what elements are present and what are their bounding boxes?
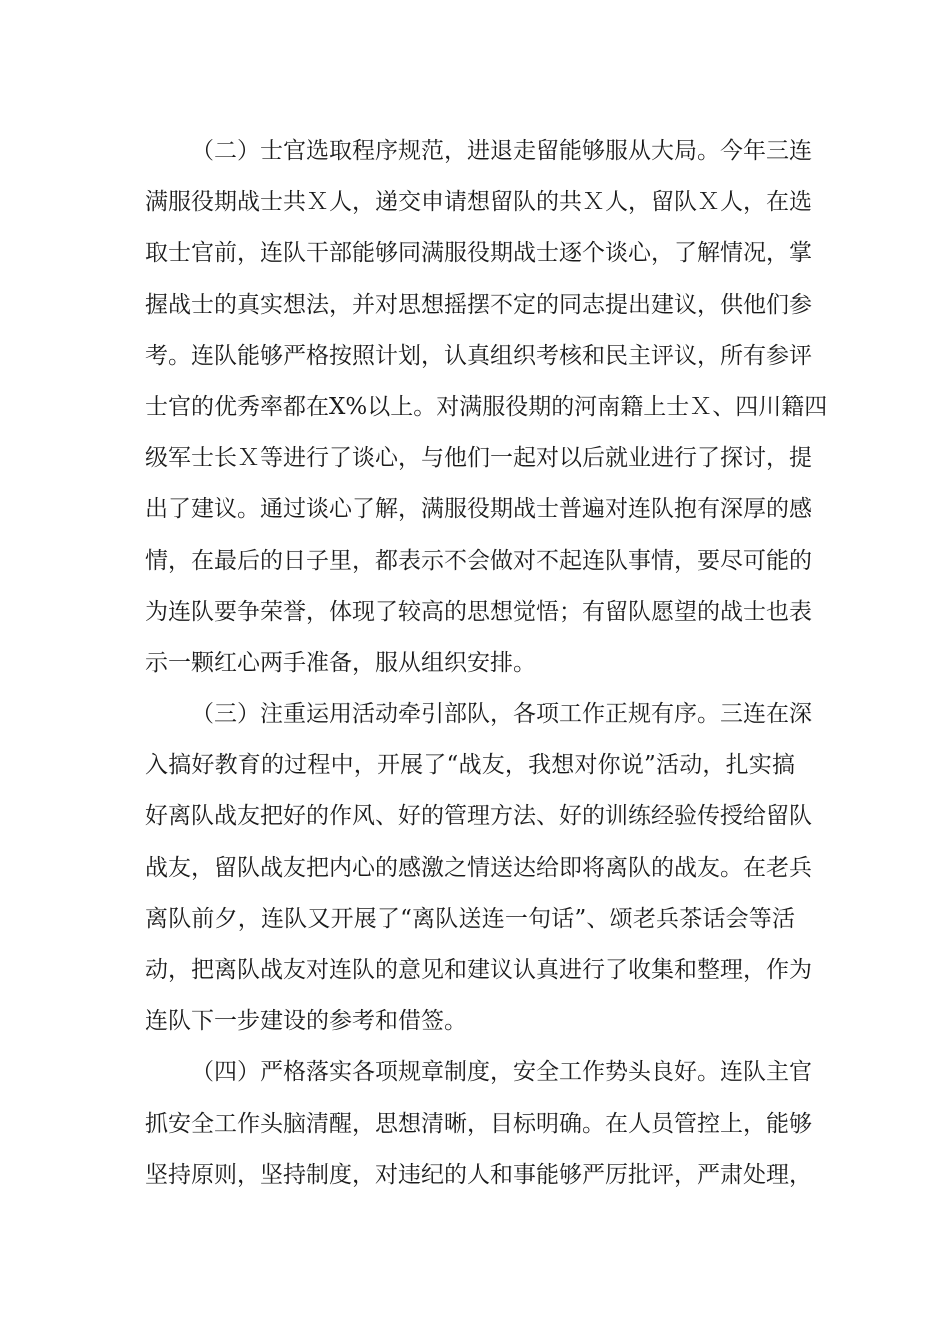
- paragraph-3: [145, 689, 812, 1047]
- paragraph-line: 战友，留队战友把内心的感激之情送达给即将离队的战友。在老兵: [145, 854, 812, 881]
- paragraph-line: 出了建议。通过谈心了解，满服役期战士普遍对连队抱有深厚的感: [145, 496, 812, 523]
- paragraph-line: （三）注重运用活动牵引部队，各项工作正规有序。三连在深: [191, 701, 812, 728]
- paragraph-line: 情，在最后的日子里，都表示不会做对不起连队事情，要尽可能的: [145, 547, 812, 574]
- paragraph-line: 士官的优秀率都在X%以上。对满服役期的河南籍上士Ｘ、四川籍四: [145, 393, 828, 420]
- paragraph-4: [145, 1047, 812, 1201]
- paragraph-line: 好离队战友把好的作风、好的管理方法、好的训练经验传授给留队: [145, 803, 812, 830]
- paragraph-line: 抓安全工作头脑清醒，思想清晰，目标明确。在人员管控上，能够: [145, 1110, 812, 1137]
- paragraph-line: 坚持原则，坚持制度，对违纪的人和事能够严厉批评，严肃处理，: [145, 1161, 812, 1188]
- paragraph-line: 取士官前，连队干部能够同满服役期战士逐个谈心，了解情况，掌: [145, 240, 812, 267]
- paragraph-line: 离队前夕，连队又开展了“离队送连一句话”、颂老兵茶话会等活: [145, 905, 795, 932]
- document-body: [145, 126, 828, 1201]
- paragraph-line: 入搞好教育的过程中，开展了“战友，我想对你说”活动，扎实搞: [145, 752, 795, 779]
- paragraph-line: 示一颗红心两手准备，服从组织安排。: [145, 649, 536, 676]
- paragraph-2: [145, 126, 828, 689]
- paragraph-line: 为连队要争荣誉，体现了较高的思想觉悟；有留队愿望的战士也表: [145, 598, 812, 625]
- paragraph-line: 连队下一步建设的参考和借签。: [145, 1008, 467, 1035]
- paragraph-line: 级军士长Ｘ等进行了谈心，与他们一起对以后就业进行了探讨，提: [145, 445, 812, 472]
- paragraph-line: （四）严格落实各项规章制度，安全工作势头良好。连队主官: [191, 1059, 812, 1086]
- paragraph-line: 满服役期战士共Ｘ人，递交申请想留队的共Ｘ人，留队Ｘ人，在选: [145, 189, 812, 216]
- paragraph-line: （二）士官选取程序规范，进退走留能够服从大局。今年三连: [191, 138, 812, 164]
- paragraph-line: 握战士的真实想法，并对思想摇摆不定的同志提出建议，供他们参: [145, 291, 812, 318]
- paragraph-line: 动，把离队战友对连队的意见和建议认真进行了收集和整理，作为: [145, 957, 812, 983]
- paragraph-line: 考。连队能够严格按照计划，认真组织考核和民主评议，所有参评: [145, 342, 812, 369]
